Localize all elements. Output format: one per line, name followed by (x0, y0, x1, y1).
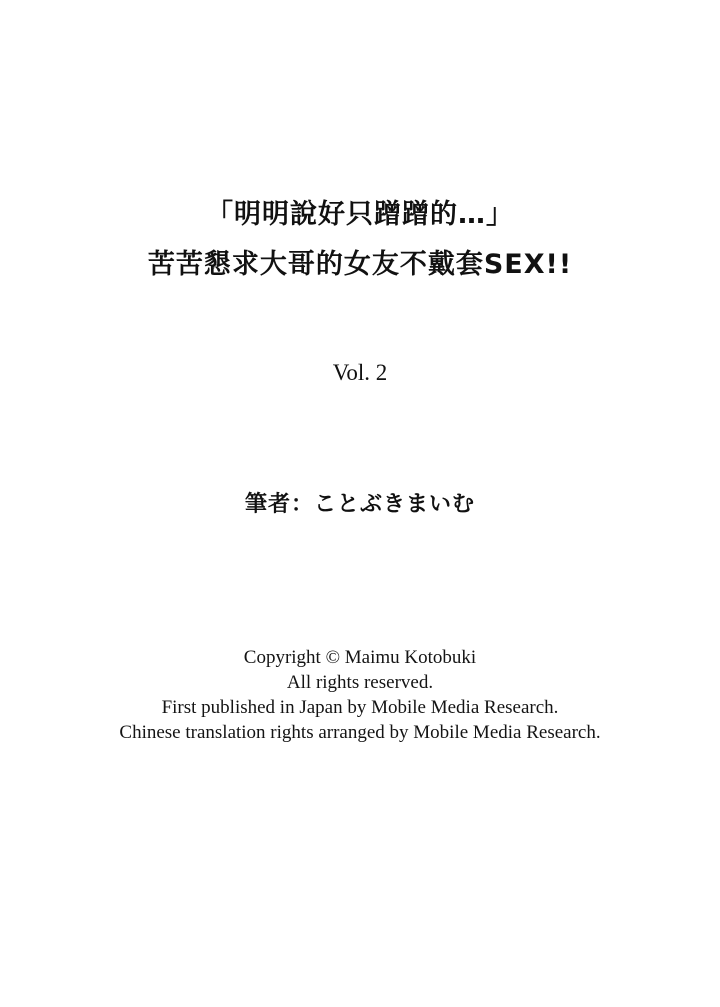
copyright-line: Copyright © Maimu Kotobuki (243, 647, 477, 668)
title-line-2: 苦苦懇求大哥的女友不戴套SEX!! (147, 249, 573, 280)
rights-line: All rights reserved. (286, 672, 434, 693)
first-published-line: First published in Japan by Mobile Media Research. (161, 697, 559, 718)
colophon-block (0, 645, 720, 745)
author-line: 筆者：ことぶきまいむ (244, 492, 475, 517)
title-block (0, 190, 720, 290)
translation-rights-line: Chinese translation rights arranged by Mobile Media Research. (119, 722, 601, 743)
volume-label: Vol. 2 (332, 360, 388, 385)
title-line-1: 「明明說好只蹭蹭的…」 (206, 199, 514, 230)
